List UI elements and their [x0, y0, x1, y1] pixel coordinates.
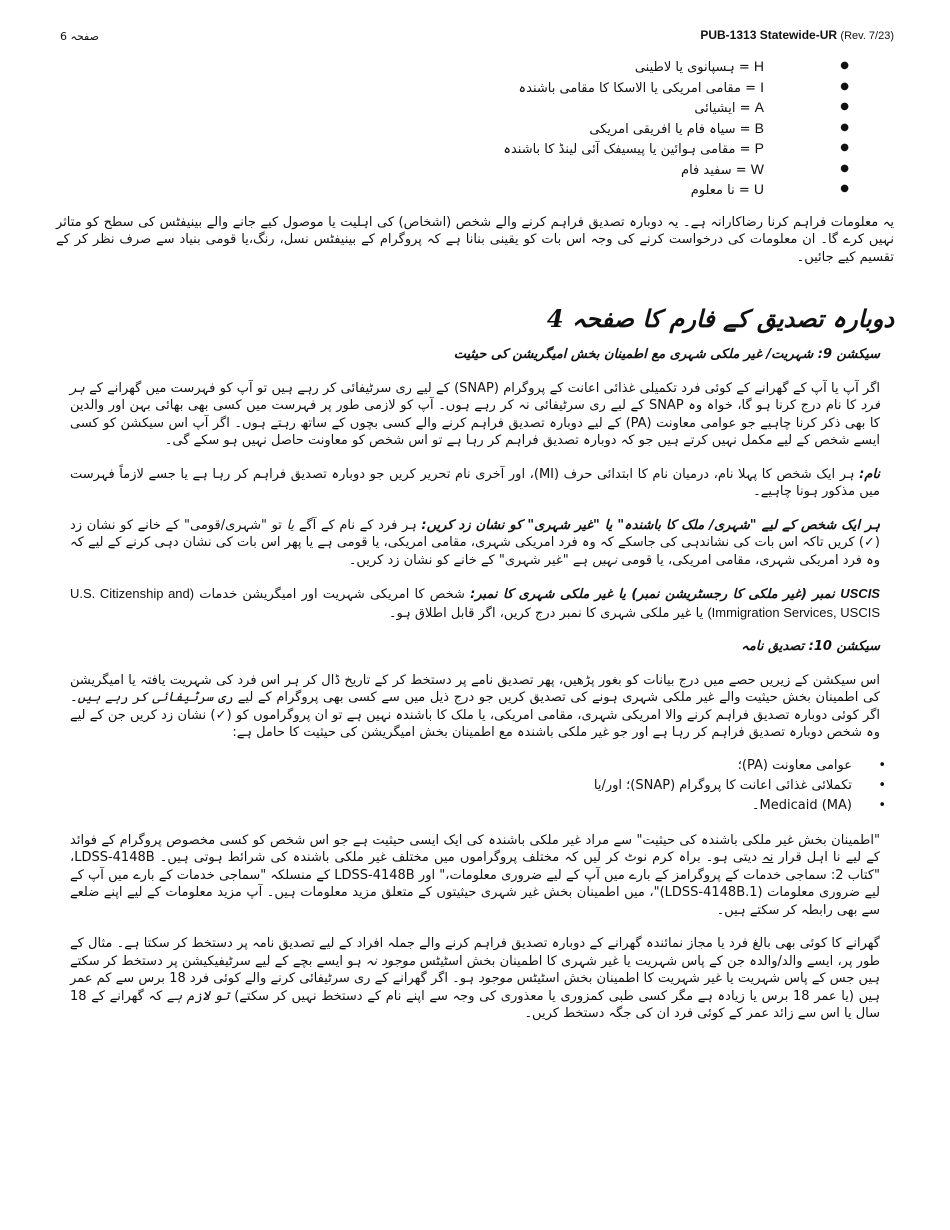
code-letter: P	[754, 140, 764, 156]
publication-code: PUB-1313 Statewide-UR	[700, 28, 838, 42]
code-letter: U	[753, 181, 764, 197]
bullet-icon: ●	[840, 142, 849, 153]
uscis-label: نمبر (غیر ملکی کا رجسٹریشن نمبر) یا غیر ملکی شہری کا نمبر:	[470, 587, 841, 602]
list-item: • Medicaid (MA)۔	[56, 796, 852, 816]
list-item: • تکملائی غذائی اعانت کا پروگرام (SNAP)؛ اور/یا	[56, 776, 852, 796]
program-list	[56, 756, 852, 816]
document-body	[56, 56, 894, 1023]
name-label: نام:	[859, 466, 880, 482]
citizen-label: ہر ایک شخص کے لیے "شہری/ ملک کا باشندہ" یا "غیر شہری" کو نشان زد کریں:	[421, 517, 881, 533]
list-item	[56, 118, 849, 139]
code-description: = سیاہ فام یا افریقی امریکی	[589, 121, 755, 137]
bullet-icon: ●	[840, 183, 849, 194]
code-letter: W	[750, 160, 764, 177]
ethnicity-code-list	[56, 56, 849, 200]
satisfactory-status-paragraph: "اطمینان بخش غیر ملکی باشندہ کی حیثیت" سے مراد غیر ملکی باشندہ کی ایک ایسی حیثیت ہے جو اس شخص کو کسی مخصوص پروگرام کے فوائد کے لیے نا اہل قرار نہ دیتی ہو۔ براہ کرم نوٹ کر لیں کہ مختلف پروگراموں میں مختلف غیر ملکی باشندہ کی شرائط ہوتی ہیں۔ LDSS-4148B، "کتاب 2: سماجی خدمات کے پروگرامز کے بارے میں آپ کے لیے ضروری معلومات،" اور LDSS-4148B کے منسلکہ "سماجی خدمات کے بارے میں آپ کے لیے ضروری معلومات (LDSS-4148B.1)"، میں اطمینان بخش غیر شہری حیثیتوں کے متعلق مزید معلومات ہیں۔ آپ مزید معلومات کے لیے اپنے ضلعے سے بھی رابطہ کر سکتے ہیں۔	[70, 832, 880, 918]
list-item	[56, 179, 849, 200]
code-description: = مقامی ہوائین یا پیسیفک آئی لینڈ کا باشندہ	[503, 142, 755, 157]
publication-id	[700, 28, 894, 42]
signature-paragraph: گھرانے کا کوئی بھی بالغ فرد یا مجاز نمائندہ گھرانے کے دوبارہ تصدیق فراہم کرنے والے جملہ افراد کے لیے تصدیق نامہ پر دستخط کر سکتا ہے۔ مثال کے طور پر، ایسے والد/والدہ جن کے پاس شہریت یا غیر شہری کا اطمینان بخش اسٹیٹس موجود نہ ہو ایسے بچے کے لیے سرٹیفیکیشن پر دستخط کر سکتے ہیں جس کے پاس شہریت یا غیر شہریت کا اطمینان بخش اسٹیٹس موجود ہو۔ اگر گھرانے کے ری سرٹیفائی کرنے والے کوئی فرد 18 برس سے کم عمر ہیں (یا عمر 18 برس یا زیادہ ہے مگر کسی طبی کمزوری یا معذوری کی وجہ سے اپنے نام کے دستخط نہیں کر سکتے) تو لازم ہے کہ گھرانے کے 18 سال یا اس سے زائد عمر کے کوئی فرد ان کی جگہ دستخط کریں۔	[70, 936, 881, 1021]
bullet-icon: ●	[840, 162, 849, 174]
revision-date: (Rev. 7/23)	[840, 30, 894, 42]
list-item	[56, 138, 849, 159]
code-description: = ہسپانوی یا لاطینی	[634, 60, 754, 75]
code-letter: H	[753, 58, 764, 74]
section-10-intro: اس سیکشن کے زیریں حصے میں درج بیانات کو بغور پڑھیں، پھر تصدیق نامے پر دستخط کر کے تاریخ ڈال کر ہر اس فرد کی شہریت یافتہ یا امیگریشن کی اطمینان بخش حیثیت والے غیر ملکی شہری ہونے کی تصدیق کریں جو درج ذیل میں سے کسی بھی پروگرام کے لیے ری سرٹیفائی کر رہے ہیں۔ اگر کوئی دوبارہ تصدیق فراہم کرنے والا امریکی شہری، مقامی امریکی، یا ملک کا باشندہ نہیں ہے تو ان پروگراموں کو (✓) نشان زد کریں جن کے لیے وہ شخص دوبارہ تصدیق فراہم کر رہا ہے اور جو غیر ملکی باشندہ مع اطمینان بخش امیگریشن کی حیثیت کا حامل ہے:	[70, 672, 880, 740]
section-9-intro: اگر آپ یا آپ کے گھرانے کے کوئی فرد تکمیلی غذائی اعانت کے پروگرام (SNAP) کے لیے ری سرٹیفائی کر رہے ہیں تو آپ کو فہرست میں گھرانے کے ہر فرد کا نام درج کرنا ہو گا، خواہ وہ SNAP کے لیے ری سرٹیفائی نہ کر رہے ہوں۔ آپ کو لازمی طور پر فہرست میں کسی بھی بھائی بہن اور والدین کا بھی ذکر کرنا چاہیے جو عوامی معاونت (PA) کے لیے دوبارہ تصدیق فراہم کرنے والے کسی بچوں کے ساتھ رہتے ہوں۔ اگر آپ اس سیکشن کو کسی ایسے شخص کے لیے مکمل نہیں کرتے ہیں جو کہ دوبارہ تصدیق فراہم کر رہا ہے تو اس شخص کو معاونت حاصل نہیں ہو سکے گی۔	[70, 380, 880, 448]
list-item	[56, 77, 849, 98]
code-description: = سفید فام	[681, 162, 751, 178]
bullet-icon: ●	[840, 121, 849, 133]
bullet-icon: ●	[840, 80, 849, 92]
section-9-heading: سیکشن 9: شہریت/ غیر ملکی شہری مع اطمینان بخش امیگریشن کی حیثیت	[453, 347, 880, 362]
list-item	[56, 159, 849, 180]
code-letter: B	[754, 119, 764, 136]
code-letter: I	[760, 78, 764, 95]
code-letter: A	[754, 99, 764, 115]
list-item: • عوامی معاونت (PA)؛	[56, 756, 852, 776]
list-item	[56, 56, 849, 77]
page-heading: دوبارہ تصدیق کے فارم کا صفحہ 4	[546, 304, 894, 333]
uscis-instructions: USCIS نمبر (غیر ملکی کا رجسٹریشن نمبر) یا غیر ملکی شہری کا نمبر: شخص کا امریکی شہریت اور امیگریشن خدمات (U.S. Citizenship and Immigration Services, USCIS) یا غیر ملکی شہری کا نمبر درج کریں، اگر قابل اطلاق ہو۔	[70, 586, 880, 621]
code-description: = نا معلوم	[690, 183, 754, 198]
voluntary-info-paragraph: یہ معلومات فراہم کرنا رضاکارانہ ہے۔ یہ دوبارہ تصدیق فراہم کرنے والے شخص (اشخاص) کی اہلیت یا موصول کیے جانے والے بینیفٹس کی سطح کو متاثر نہیں کرے گا۔ ان معلومات کی درخواست کرنے کی وجہ اس بات کو یقینی بنانا ہے کہ پروگرام کے بینیفٹس نسل، رنگ،یا قومی بنیاد سے صرف نظر کر کے تقسیم کیے جائیں۔	[56, 214, 894, 265]
code-description: = مقامی امریکی یا الاسکا کا مقامی باشندہ	[518, 80, 761, 96]
list-item	[56, 97, 849, 118]
bullet-icon: ●	[840, 101, 849, 112]
section-10-heading: سیکشن 10: تصدیق نامہ	[741, 639, 880, 654]
name-instructions: نام: ہر ایک شخص کا پہلا نام، درمیان نام کا ابتدائی حرف (MI)، اور آخری نام تحریر کریں جو دوبارہ تصدیق فراہم کر رہا ہے یا جسے لازماً فہرست میں مذکور ہونا چاہیے۔	[70, 466, 880, 499]
bullet-icon: ●	[840, 60, 849, 71]
page-number: صفحہ 6	[60, 30, 99, 43]
code-description: = ایشیائی	[694, 101, 755, 116]
citizen-instructions: ہر ایک شخص کے لیے "شہری/ ملک کا باشندہ" یا "غیر شہری" کو نشان زد کریں: ہر فرد کے نام کے آگے یا تو "شہری/قومی" کے خانے کو نشان زد (✓) کریں تاکہ اس بات کی نشاندہی کی جاسکے کہ وہ فرد امریکی شہری، مقامی امریکی، یا قومی ہے یا پھر اس بات کی نشان دہی کرنے کے لیے کہ وہ فرد امریکی شہری، مقامی امریکی، یا قومی نہیں ہے "غیر شہری" کے خانے کو نشان زد کریں۔	[70, 517, 881, 568]
